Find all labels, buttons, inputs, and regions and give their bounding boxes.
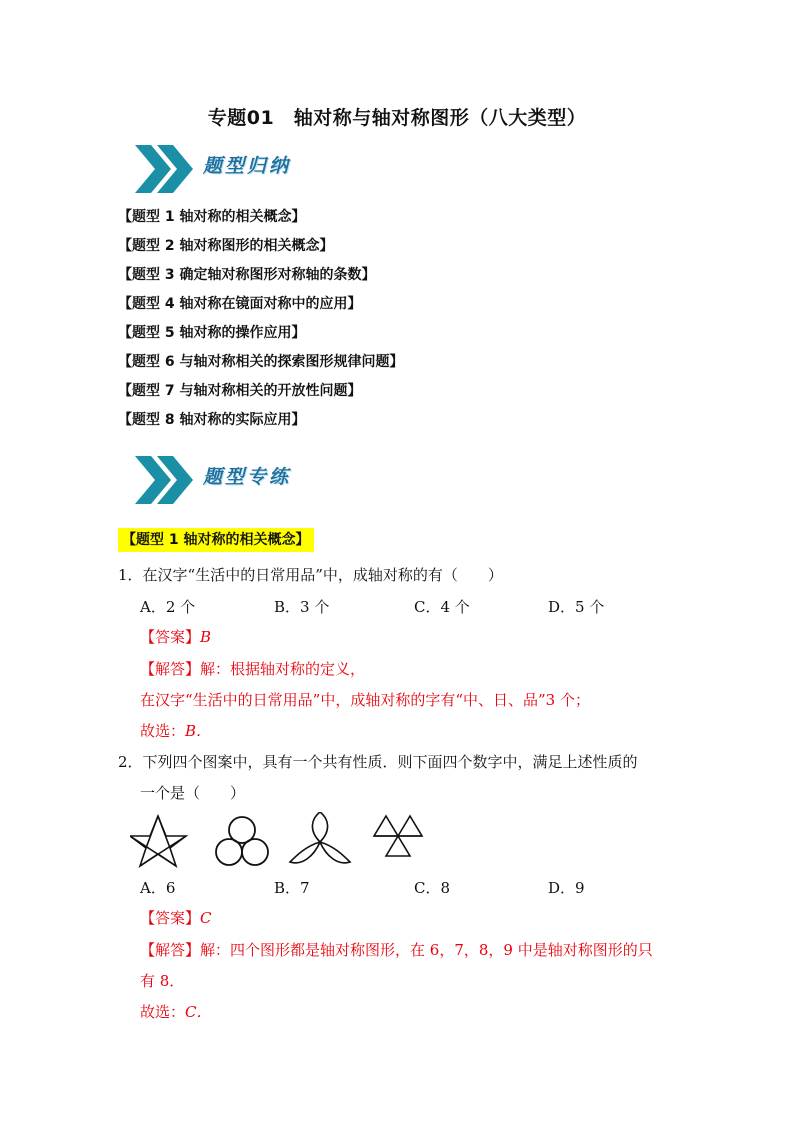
q2-analysis-line-2: 有 8． xyxy=(140,972,185,990)
analysis-label: 【解答】 xyxy=(140,941,201,959)
q1-analysis-line-2: 在汉字“生活中的日常用品”中，成轴对称的字有“中、日、品”3 个； xyxy=(140,691,590,709)
answer-value: B xyxy=(200,628,212,646)
q2-analysis-line-1 xyxy=(140,940,653,960)
q2-answer xyxy=(140,908,212,928)
question-2-stem-line-2: 一个是（ ） xyxy=(140,784,246,802)
three-triangles-figure xyxy=(374,816,422,856)
conclusion-value: B． xyxy=(185,722,212,740)
answer-value: C xyxy=(200,909,212,927)
q1-option-a: A．2 个 xyxy=(140,598,196,616)
toc-item[interactable]: 【题型 2 轴对称图形的相关概念】 xyxy=(118,238,334,254)
q1-option-d: D．5 个 xyxy=(548,598,605,616)
q2-conclusion xyxy=(140,1002,212,1022)
q1-option-c: C．4 个 xyxy=(414,598,470,616)
toc-item[interactable]: 【题型 1 轴对称的相关概念】 xyxy=(118,209,306,225)
q2-option-a: A．6 xyxy=(140,879,176,897)
analysis-text: 解：根据轴对称的定义， xyxy=(200,660,366,678)
three-circles-figure xyxy=(216,817,268,865)
section-tag: 【题型 1 轴对称的相关概念】 xyxy=(118,528,314,552)
conclusion-value: C． xyxy=(185,1003,212,1021)
toc-item[interactable]: 【题型 3 确定轴对称图形对称轴的条数】 xyxy=(118,267,376,283)
page-title: 专题01 轴对称与轴对称图形（八大类型） xyxy=(207,107,587,129)
section-banner-summary xyxy=(133,141,323,197)
section-banner-practice xyxy=(133,452,323,508)
analysis-text: 解：四个图形都是轴对称图形，在 6，7，8，9 中是轴对称图形的只 xyxy=(200,941,653,959)
three-petals-figure xyxy=(290,812,350,863)
banner-title-practice: 题型专练 xyxy=(203,466,292,488)
star-figure xyxy=(130,816,186,866)
double-chevron-icon xyxy=(133,452,197,508)
toc-item[interactable]: 【题型 5 轴对称的操作应用】 xyxy=(118,325,306,341)
toc-item[interactable]: 【题型 6 与轴对称相关的探索图形规律问题】 xyxy=(118,354,404,370)
toc-item[interactable]: 【题型 7 与轴对称相关的开放性问题】 xyxy=(118,383,362,399)
conclusion-prefix: 故选： xyxy=(140,722,186,740)
toc-list xyxy=(118,203,404,435)
q2-option-d: D．9 xyxy=(548,879,585,897)
conclusion-prefix: 故选： xyxy=(140,1003,186,1021)
toc-item[interactable]: 【题型 4 轴对称在镜面对称中的应用】 xyxy=(118,296,362,312)
toc-item[interactable]: 【题型 8 轴对称的实际应用】 xyxy=(118,412,306,428)
q1-analysis-line-1 xyxy=(140,659,365,679)
q2-option-b: B．7 xyxy=(274,879,310,897)
question-2-stem-line-1: 2．下列四个图案中，具有一个共有性质．则下面四个数字中，满足上述性质的 xyxy=(118,753,638,771)
q1-option-b: B．3 个 xyxy=(274,598,330,616)
q1-conclusion xyxy=(140,721,211,741)
q1-answer xyxy=(140,627,211,647)
double-chevron-icon xyxy=(133,141,197,197)
answer-label: 【答案】 xyxy=(140,628,201,646)
analysis-label: 【解答】 xyxy=(140,660,201,678)
q2-figures xyxy=(130,812,430,868)
question-1-stem: 1．在汉字“生活中的日常用品”中，成轴对称的有（ ） xyxy=(118,566,503,584)
q2-option-c: C．8 xyxy=(414,879,451,897)
answer-label: 【答案】 xyxy=(140,909,201,927)
banner-title-summary: 题型归纳 xyxy=(203,155,292,177)
